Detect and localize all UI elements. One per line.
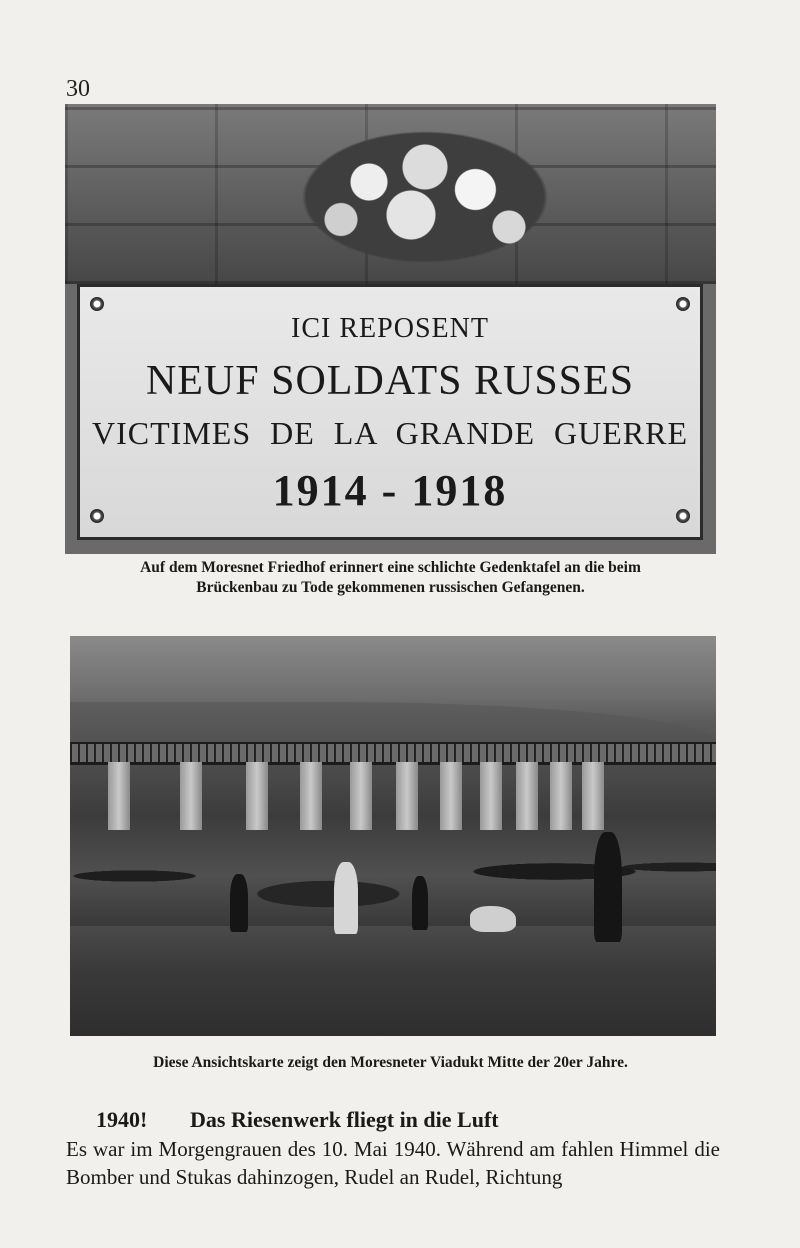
flower-bouquet	[285, 122, 565, 272]
section-heading	[96, 1107, 499, 1133]
viaduct-pier	[180, 762, 202, 830]
viaduct-pier	[396, 762, 418, 830]
photo1-caption-line-2: Brückenbau zu Tode gekommenen russischen Gefangenen.	[196, 579, 585, 596]
viaduct-pier	[108, 762, 130, 830]
child-figure	[412, 876, 428, 930]
plaque-line-3: VICTIMES DE LA GRANDE GUERRE	[92, 415, 688, 451]
section-title: Das Riesenwerk fliegt in die Luft	[190, 1107, 499, 1132]
dog-figure	[470, 906, 516, 932]
child-figure	[230, 874, 248, 932]
viaduct-pier	[350, 762, 372, 830]
plaque-line-2: NEUF SOLDATS RUSSES	[145, 358, 635, 404]
plaque-line-1: ICI REPOSENT	[291, 313, 489, 344]
viaduct-pier	[582, 762, 604, 830]
meadow	[70, 926, 716, 1036]
memorial-plaque	[77, 284, 703, 540]
viaduct-pier	[480, 762, 502, 830]
man-figure	[594, 832, 622, 942]
viaduct-pier	[300, 762, 322, 830]
viaduct-postcard-photo	[70, 636, 716, 1036]
section-year: 1940!	[96, 1107, 148, 1132]
photo1-caption	[65, 558, 716, 620]
viaduct-pier	[246, 762, 268, 830]
memorial-plaque-photo	[65, 104, 716, 554]
girl-in-white-figure	[334, 862, 358, 934]
photo1-caption-line-1: Auf dem Moresnet Friedhof erinnert eine schlichte Gedenktafel an die beim	[140, 559, 641, 576]
screw-icon	[676, 297, 690, 311]
viaduct-pier	[550, 762, 572, 830]
viaduct-deck	[70, 742, 716, 765]
body-paragraph: Es war im Morgengrauen des 10. Mai 1940. Während am fahlen Himmel die Bomber und Stukas dahinzogen, Rudel an Rudel, Richtung	[66, 1137, 720, 1189]
screw-icon	[90, 297, 104, 311]
plaque-line-4: 1914 - 1918	[272, 466, 508, 515]
viaduct-pier	[440, 762, 462, 830]
page-number: 30	[66, 76, 90, 102]
photo2-caption: Diese Ansichtskarte zeigt den Moresneter Viadukt Mitte der 20er Jahre.	[153, 1054, 628, 1071]
viaduct-pier	[516, 762, 538, 830]
